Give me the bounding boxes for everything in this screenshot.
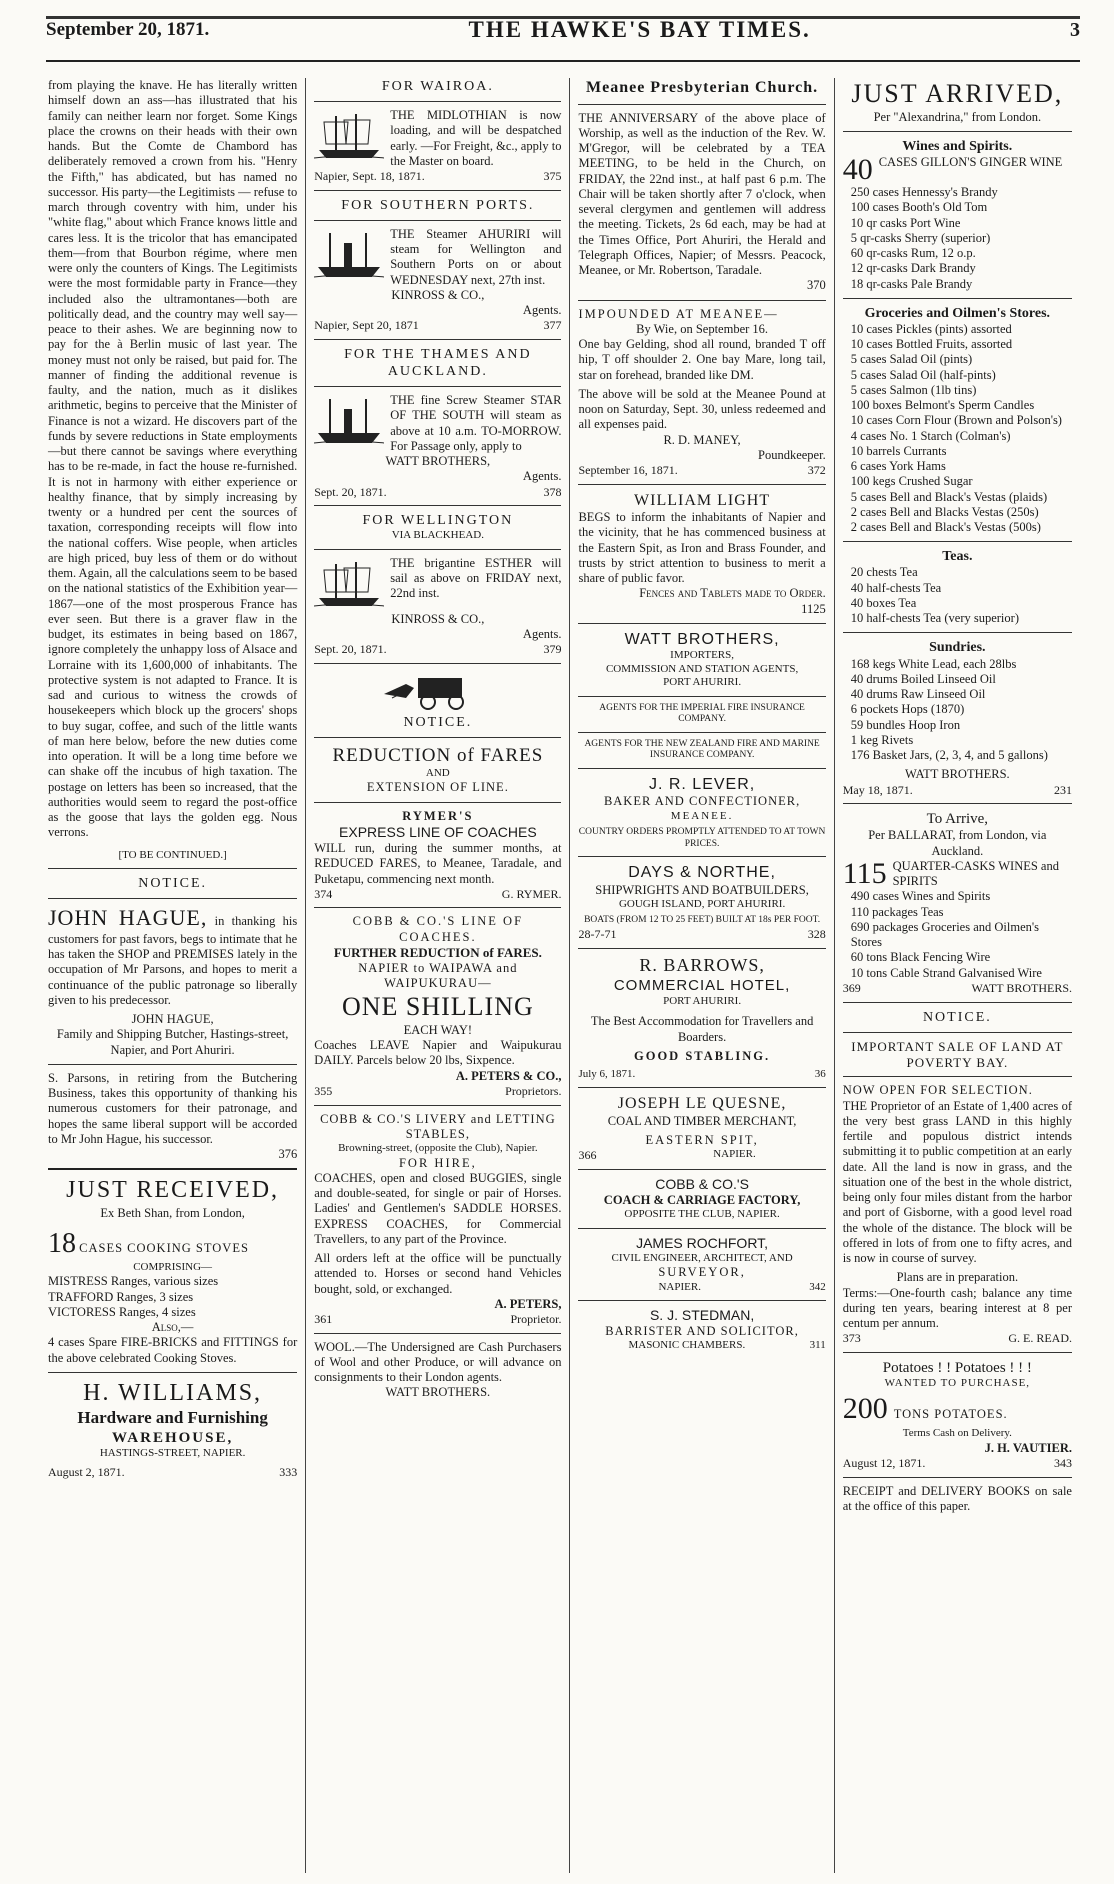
article-body: from playing the knave. He has literally written himself down an ass—has illustrated that his family can neither learn nor forget. Some Kings place the crowns on their heads with their own hands. But the Comte de Chambord has deliberately removed a crown from his. "Henry the Fifth," has abdicated, but has named no successor. His party—the Legitimists — refuse to march through coventry with him, under his "white flag," about which France knows little and cares less. It is the tricolor that has emancipated them—from that Bourbon régime, where men were only the counters of Kings. The Legitimists were the most formidable party in France—they included also the ultramontanes—both are politically dead, and the country may well say—peace to their ashes. We are beginning now to pay for the à Berlin music of last year. The money must not only be raised, but paid for. The manner of finding the additional revenue is faulty, and the nation, much as it dislikes arithmetic, begins to perceive that the Minister of Finance is not a wizard. He discovers part of the funds by severe reductions in State employments—but there cannot be savings where everything has to be re-made, in fact the house re-furnished. It is not in harmony with either experience or healthy finance, that by simply increasing by twenty or a hundred per cent the sources of taxation, corresponding receipts will flow into the national coffers. Wise people, when articles are high priced, buy less of them or do without them. Again, all the calculations seem to be based on the national statistics of the Exhibition year—1867—one of the most prosperous France has ever seen. But there is a graver flaw in the budget, its estimates in being based on 1867, ignore completely the unhappy loss of Alsace and Lorraine with its 1,600,000 of inhabitants. The protective system is not adapted to France. It is sad and curious to witness the crowds of housekeepers which block up the grocers' shops to buy sugar, coffee, and such of the little wants of man here below, before the new duties come into operation. It will be a long time before we can shake off the incubus of high taxation. The postage on letters has been so increased, that the authorities would seem to regard the post-office as the goose that lays the golden egg. Nous verrons. bbox=[48, 78, 298, 840]
cobb-factory-name: COACH & CARRIAGE FACTORY, bbox=[603, 1193, 801, 1208]
sundry-item: 176 Basket Jars, (2, 3, 4, and 5 gallons) bbox=[850, 748, 1048, 763]
barrows-heading: R. BARROWS, bbox=[639, 954, 765, 975]
light-fences: Fences and Tablets made to Order. bbox=[639, 586, 826, 601]
hague-address: Family and Shipping Butcher, Hastings-street, Napier, and Port Ahuriri. bbox=[56, 1027, 289, 1057]
barrows-number: 36 bbox=[814, 1068, 826, 1081]
wine-item: 250 cases Hennessy's Brandy bbox=[850, 185, 998, 200]
column-1 bbox=[40, 78, 305, 1873]
tea-item: 10 half-chests Tea (very superior) bbox=[850, 611, 1019, 626]
thames-number: 378 bbox=[543, 484, 562, 499]
column-4 bbox=[835, 78, 1080, 1873]
stedman-number: 311 bbox=[809, 1339, 826, 1352]
wairoa-number: 375 bbox=[543, 169, 562, 184]
sundry-item: 40 drums Raw Linseed Oil bbox=[850, 687, 986, 702]
thames-date: Sept. 20, 1871. bbox=[314, 484, 387, 499]
to-arrive-quantity: 115 bbox=[842, 856, 887, 890]
land-signature: G. E. READ. bbox=[1008, 1331, 1072, 1346]
wairoa-heading: FOR WAIROA. bbox=[381, 79, 494, 94]
livery-number: 361 bbox=[314, 1312, 333, 1327]
to-arrive-heading: To Arrive, bbox=[926, 811, 989, 828]
firebricks-line: 4 cases Spare FIRE-BRICKS and FITTINGS for the above celebrated Cooking Stoves. bbox=[48, 1335, 298, 1365]
arrived-signature: WATT BROTHERS. bbox=[905, 767, 1010, 782]
southern-agents-label: Agents. bbox=[522, 303, 562, 318]
to-arrive-item: 60 tons Black Fencing Wire bbox=[850, 950, 991, 965]
masthead bbox=[46, 0, 1080, 62]
livery-heading: COBB & CO.'S LIVERY and LETTING STABLES, bbox=[320, 1111, 556, 1141]
potatoes-terms: Terms Cash on Delivery. bbox=[902, 1427, 1012, 1440]
grocery-item: 5 cases Salmon (1lb tins) bbox=[850, 382, 977, 397]
wairoa-text: THE MIDLOTHIAN is now loading, and will be despatched early. —For Freight, &c., apply to the Master on board. bbox=[390, 108, 562, 168]
days-date: 28-7-71 bbox=[578, 927, 617, 942]
livery-address: Browning-street, (opposite the Club), Napier. bbox=[338, 1142, 538, 1155]
impounded-heading: IMPOUNDED AT MEANEE— bbox=[578, 306, 779, 321]
barrows-date: July 6, 1871. bbox=[578, 1068, 636, 1081]
to-arrive-text: QUARTER-CASKS WINES and SPIRITS bbox=[892, 858, 1059, 889]
livery-text: COACHES, open and closed BUGGIES, single and double-seated, for single or pair of Horses. Ladies' and Gentlemen's SADDLE HORSES. EXPRESS COACHES, for Commercial Travellers, to any part of the Province. bbox=[314, 1170, 562, 1246]
williams-address: HASTINGS-STREET, NAPIER. bbox=[99, 1447, 246, 1460]
range-line: MISTRESS Ranges, various sizes bbox=[48, 1274, 219, 1289]
southern-heading: FOR SOUTHERN PORTS. bbox=[341, 197, 535, 213]
to-arrive-per: Per BALLARAT, from London, via Auckland. bbox=[868, 828, 1047, 858]
column-3 bbox=[570, 78, 833, 1873]
williams-date: August 2, 1871. bbox=[48, 1464, 125, 1479]
sundry-item: 40 drums Boiled Linseed Oil bbox=[850, 671, 996, 686]
cobb-each-way: EACH WAY! bbox=[403, 1022, 473, 1037]
grocery-item: 10 cases Corn Flour (Brown and Polson's) bbox=[850, 413, 1062, 428]
days-address: GOUGH ISLAND, PORT AHURIRI. bbox=[618, 898, 786, 911]
potatoes-wanted: WANTED TO PURCHASE, bbox=[884, 1377, 1031, 1390]
watt-commission: COMMISSION AND STATION AGENTS, bbox=[605, 662, 799, 675]
impounded-signature: R. D. MANEY, bbox=[663, 432, 741, 447]
williams-number: 333 bbox=[279, 1464, 298, 1479]
grocery-item: 5 cases Bell and Black's Vestas (plaids) bbox=[850, 489, 1048, 504]
barrows-text: The Best Accommodation for Travellers and Boarders. bbox=[590, 1014, 814, 1044]
cobb-number: 355 bbox=[314, 1083, 333, 1098]
wine-item: 10 qr casks Port Wine bbox=[850, 215, 961, 230]
impounded-keeper: Poundkeeper. bbox=[758, 447, 826, 462]
cobb-text: Coaches LEAVE Napier and Waipukurau DAILY. Parcels below 20 lbs, Sixpence. bbox=[314, 1038, 562, 1068]
also-label: Also,— bbox=[151, 1320, 194, 1335]
williams-name: H. WILLIAMS, bbox=[83, 1379, 263, 1406]
notice-heading: NOTICE. bbox=[138, 875, 208, 891]
southern-agent: KINROSS & CO., bbox=[391, 287, 485, 302]
thames-agent: WATT BROTHERS, bbox=[385, 454, 491, 469]
to-arrive-item: 10 tons Cable Strand Galvanised Wire bbox=[850, 965, 1042, 980]
land-heading: IMPORTANT SALE OF LAND AT POVERTY BAY. bbox=[851, 1038, 1064, 1070]
wine-item: 12 qr-casks Dark Brandy bbox=[850, 261, 976, 276]
wellington-via: VIA BLACKHEAD. bbox=[391, 529, 484, 542]
masthead-title: THE HAWKE'S BAY TIMES. bbox=[468, 16, 811, 42]
just-received-sub: Ex Beth Shan, from London, bbox=[100, 1205, 245, 1220]
lever-heading: J. R. LEVER, bbox=[648, 775, 756, 793]
wellington-agents-label: Agents. bbox=[522, 626, 562, 641]
cobb-line-heading: COBB & CO.'S LINE OF COACHES. bbox=[352, 914, 524, 944]
thames-heading: FOR THE THAMES AND AUCKLAND. bbox=[344, 346, 532, 379]
land-text: THE Proprietor of an Estate of 1,400 acres of the very best grass LAND in this highly fertile and populous district intends submitting it to public competition at an early date. All the land is now in grass, and the situation one of the best in the whole district, being only four miles distant from the harbor and port of Gisborne, with a good level road the whole of the distance. The block will be offered in lots of from one to fifty acres, and is now in course of survey. bbox=[842, 1098, 1072, 1266]
sundry-item: 59 bundles Hoop Iron bbox=[850, 717, 961, 732]
rochfort-place: NAPIER. bbox=[658, 1280, 701, 1293]
rymer-number: 374 bbox=[314, 886, 333, 901]
wellington-text: THE brigantine ESTHER will sail as above on FRIDAY next, 22nd inst. bbox=[390, 555, 562, 601]
stedman-heading: S. J. STEDMAN, bbox=[649, 1306, 755, 1323]
tea-item: 40 boxes Tea bbox=[850, 595, 917, 610]
wine-item: 100 cases Booth's Old Tom bbox=[850, 200, 988, 215]
continued-note: [TO BE CONTINUED.] bbox=[118, 848, 227, 861]
notice-heading: NOTICE. bbox=[922, 1009, 992, 1025]
barrows-port: PORT AHURIRI. bbox=[663, 994, 742, 1007]
hague-name: JOHN HAGUE, bbox=[48, 904, 208, 930]
southern-text: THE Steamer AHURIRI will steam for Wellington and Southern Ports on or about WEDNESDAY next, 27th inst. bbox=[390, 226, 562, 287]
rochfort-surveyor: SURVEYOR, bbox=[658, 1265, 746, 1280]
meanee-heading: Meanee Presbyterian Church. bbox=[586, 79, 819, 96]
to-arrive-signature: WATT BROTHERS. bbox=[971, 980, 1072, 995]
days-boats: BOATS (FROM 12 TO 25 FEET) BUILT AT 18s PER FOOT. bbox=[584, 915, 821, 926]
cobb-factory-heading: COBB & CO.'S bbox=[655, 1176, 749, 1193]
stedman-trade: BARRISTER AND SOLICITOR, bbox=[605, 1324, 799, 1339]
columns bbox=[40, 78, 1080, 1873]
barrows-stabling: GOOD STABLING. bbox=[634, 1048, 771, 1063]
teas-heading: Teas. bbox=[942, 549, 973, 565]
ginger-quantity: 40 bbox=[842, 153, 873, 187]
top-rule bbox=[46, 16, 1080, 19]
grocery-item: 100 kegs Crushed Sugar bbox=[850, 474, 973, 489]
lever-orders: COUNTRY ORDERS PROMPTLY ATTENDED TO AT TOWN PRICES. bbox=[578, 827, 826, 849]
cobb-factory-opposite: OPPOSITE THE CLUB, NAPIER. bbox=[624, 1208, 780, 1221]
wellington-date: Sept. 20, 1871. bbox=[314, 642, 387, 657]
wellington-heading: FOR WELLINGTON bbox=[362, 513, 514, 529]
ship-icon bbox=[314, 558, 384, 610]
southern-number: 377 bbox=[543, 318, 562, 333]
steamer-icon bbox=[314, 229, 384, 281]
extension-heading: EXTENSION OF LINE. bbox=[366, 780, 509, 795]
southern-date: Napier, Sept 20, 1871 bbox=[314, 318, 419, 333]
land-number: 373 bbox=[842, 1331, 861, 1346]
potatoes-quantity: 200 bbox=[842, 1391, 888, 1425]
grocery-item: 5 cases Salad Oil (half-pints) bbox=[850, 367, 996, 382]
to-arrive-item: 490 cases Wines and Spirits bbox=[850, 889, 991, 904]
ship-icon bbox=[314, 110, 384, 162]
to-arrive-number: 369 bbox=[842, 980, 861, 995]
wairoa-date: Napier, Sept. 18, 1871. bbox=[314, 169, 425, 184]
land-terms: Terms:—One-fourth cash; balance any time during ten years, bearing interest at 8 per centum per annum. bbox=[842, 1285, 1072, 1331]
potatoes-text: TONS POTATOES. bbox=[893, 1406, 1008, 1421]
impounded-number: 372 bbox=[807, 463, 826, 478]
land-open: NOW OPEN FOR SELECTION. bbox=[842, 1083, 1033, 1098]
comprising-label: COMPRISING— bbox=[133, 1260, 213, 1273]
rochfort-heading: JAMES ROCHFORT, bbox=[636, 1234, 769, 1251]
impounded-date: September 16, 1871. bbox=[578, 463, 678, 478]
sundry-item: 1 keg Rivets bbox=[850, 732, 914, 747]
grocery-item: 10 cases Bottled Fruits, assorted bbox=[850, 337, 1013, 352]
tea-item: 40 half-chests Tea bbox=[850, 580, 942, 595]
impounded-sale: The above will be sold at the Meanee Pound at noon on Saturday, Sept. 30, unless redeemed and all expenses paid. bbox=[578, 386, 826, 432]
days-number: 328 bbox=[807, 927, 826, 942]
impounded-text: One bay Gelding, shod all round, branded T off hip, T off shoulder 2. One bay Mare, long tail, star on forehead, branded like DM. bbox=[578, 337, 826, 382]
barrows-hotel: COMMERCIAL HOTEL, bbox=[613, 976, 791, 994]
days-trade: SHIPWRIGHTS AND BOATBUILDERS, bbox=[595, 882, 809, 897]
lever-trade: BAKER AND CONFECTIONER, bbox=[603, 794, 801, 809]
arrived-number: 231 bbox=[1054, 782, 1072, 797]
wine-item: 60 qr-casks Rum, 12 o.p. bbox=[850, 246, 976, 261]
tea-item: 20 chests Tea bbox=[850, 565, 918, 580]
masthead-date: September 20, 1871. bbox=[46, 19, 210, 41]
williams-warehouse: WAREHOUSE, bbox=[111, 1429, 234, 1446]
light-number: 1125 bbox=[801, 601, 826, 616]
potatoes-number: 343 bbox=[1054, 1455, 1072, 1470]
cobb-fare: ONE SHILLING bbox=[341, 992, 534, 1022]
quesne-spit: EASTERN SPIT, bbox=[645, 1133, 759, 1148]
cobb-signature: A. PETERS & CO., bbox=[455, 1068, 562, 1083]
sundries-heading: Sundries. bbox=[929, 640, 986, 656]
parsons-notice: S. Parsons, in retiring from the Butchering Business, takes this opportunity of thanking his numerous customers for their patronage, and hopes the same liberal support will be accorded to Mr John Hague, his successor. bbox=[48, 1070, 298, 1146]
coach-icon bbox=[378, 670, 498, 710]
wine-item: 5 qr-casks Sherry (superior) bbox=[850, 230, 991, 245]
rymer-signature: G. RYMER. bbox=[501, 886, 562, 901]
hague-signature: JOHN HAGUE, bbox=[131, 1012, 214, 1027]
rochfort-trade: CIVIL ENGINEER, ARCHITECT, AND bbox=[611, 1251, 793, 1264]
thames-text: THE fine Screw Steamer STAR OF THE SOUTH will steam as above at 10 a.m. TO-MORROW. For Passage only, apply to bbox=[390, 393, 562, 453]
range-line: TRAFFORD Ranges, 3 sizes bbox=[48, 1289, 194, 1304]
grocery-item: 2 cases Bell and Black's Vestas (500s) bbox=[850, 520, 1041, 535]
livery-orders: All orders left at the office will be punctually attended to. Horses or second hand Vehicles bought, sold, or exchanged. bbox=[314, 1251, 562, 1296]
column-2 bbox=[306, 78, 569, 1873]
stoves-item: CASES COOKING STOVES bbox=[79, 1240, 249, 1255]
watt-port: PORT AHURIRI. bbox=[663, 676, 742, 689]
potatoes-heading: Potatoes ! ! Potatoes ! ! ! bbox=[882, 1360, 1032, 1376]
quesne-place: NAPIER. bbox=[713, 1148, 756, 1161]
grocery-item: 2 cases Bell and Blacks Vestas (250s) bbox=[850, 504, 1039, 519]
williams-trade: Hardware and Furnishing bbox=[77, 1408, 268, 1428]
rymer-text: WILL run, during the summer months, at REDUCED FARES, to Meanee, Taradale, and Puketapu, commencing next month. bbox=[314, 841, 562, 886]
wellington-agent: KINROSS & CO., bbox=[391, 611, 485, 626]
rochfort-number: 342 bbox=[809, 1280, 826, 1293]
reduction-heading: REDUCTION of FARES bbox=[332, 744, 544, 766]
watt-importers: IMPORTERS, bbox=[670, 649, 734, 662]
cobb-further: FURTHER REDUCTION of FARES. bbox=[333, 944, 542, 960]
meanee-number: 370 bbox=[806, 278, 826, 293]
wellington-number: 379 bbox=[543, 642, 562, 657]
grocery-item: 4 cases No. 1 Starch (Colman's) bbox=[850, 428, 1011, 443]
arrived-heading: JUST ARRIVED, bbox=[851, 79, 1064, 108]
grocery-item: 10 cases Pickles (pints) assorted bbox=[850, 321, 1012, 336]
quesne-trade: COAL AND TIMBER MERCHANT, bbox=[607, 1113, 797, 1128]
wool-text: WOOL.—The Undersigned are Cash Purchasers of Wool and other Produce, or will advance on consignments to their London agents. bbox=[314, 1339, 562, 1385]
receipt-books-text: RECEIPT and DELIVERY BOOKS on sale at the office of this paper. bbox=[842, 1483, 1072, 1513]
potatoes-signature: J. H. VAUTIER. bbox=[984, 1440, 1072, 1455]
quesne-number: 366 bbox=[578, 1148, 597, 1163]
cobb-route: NAPIER to WAIPAWA and WAIPUKURAU— bbox=[358, 960, 518, 991]
light-heading: WILLIAM LIGHT bbox=[634, 491, 771, 509]
groceries-heading: Groceries and Oilmen's Stores. bbox=[864, 305, 1051, 321]
lever-place: MEANEE. bbox=[670, 809, 734, 822]
reduction-and: AND bbox=[425, 767, 450, 780]
stedman-place: MASONIC CHAMBERS. bbox=[628, 1339, 746, 1352]
watt-heading: WATT BROTHERS, bbox=[624, 630, 780, 648]
parsons-number: 376 bbox=[278, 1147, 298, 1162]
grocery-item: 5 cases Salad Oil (pints) bbox=[850, 352, 973, 367]
quesne-heading: JOSEPH LE QUESNE, bbox=[617, 1095, 787, 1113]
stoves-quantity: 18 bbox=[48, 1227, 76, 1259]
livery-for-hire: FOR HIRE, bbox=[398, 1155, 477, 1170]
cobb-proprietors: Proprietors. bbox=[505, 1083, 562, 1098]
rymer-name: RYMER'S bbox=[402, 808, 474, 823]
potatoes-date: August 12, 1871. bbox=[842, 1455, 926, 1470]
days-heading: DAYS & NORTHE, bbox=[628, 864, 776, 882]
to-arrive-item: 690 packages Groceries and Oilmen's Stores bbox=[850, 919, 1040, 950]
livery-proprietor: Proprietor. bbox=[510, 1312, 562, 1327]
light-text: BEGS to inform the inhabitants of Napier and the vicinity, that he has commenced business at the Eastern Spit, as Iron and Brass Founder, and trusts by strict attention to business to merit a share of public favor. bbox=[578, 510, 826, 586]
livery-signature: A. PETERS, bbox=[494, 1296, 562, 1311]
hague-text: in thanking his customers for past favors, begs to intimate that he has taken the SHOP and PREMISES lately in the occupation of Mr Parsons, and hopes to merit a continuance of the public patronage so liberally given to his predecessor. bbox=[48, 913, 298, 1007]
grocery-item: 10 barrels Currants bbox=[850, 443, 947, 458]
wines-heading: Wines and Spirits. bbox=[902, 138, 1013, 154]
to-arrive-item: 110 packages Teas bbox=[850, 904, 944, 919]
hague-notice bbox=[48, 905, 297, 1008]
wine-item: 18 qr-casks Pale Brandy bbox=[850, 276, 973, 291]
wool-signature: WATT BROTHERS. bbox=[385, 1385, 491, 1400]
range-line: VICTORESS Ranges, 4 sizes bbox=[48, 1304, 196, 1319]
rymer-express: EXPRESS LINE OF COACHES bbox=[339, 823, 537, 840]
arrived-date: May 18, 1871. bbox=[842, 782, 913, 797]
sundry-item: 168 kegs White Lead, each 28lbs bbox=[850, 656, 1017, 671]
land-plans: Plans are in preparation. bbox=[896, 1270, 1019, 1285]
watt-agents-imperial: AGENTS FOR THE IMPERIAL FIRE INSURANCE COMPANY. bbox=[599, 702, 805, 725]
ginger-text: CASES GILLON'S GINGER WINE bbox=[878, 155, 1063, 170]
page-number: 3 bbox=[1070, 18, 1080, 41]
watt-agents-nz: AGENTS FOR THE NEW ZEALAND FIRE AND MARINE INSURANCE COMPANY. bbox=[584, 738, 820, 761]
steamer-icon bbox=[314, 395, 384, 447]
impounded-by: By Wie, on September 16. bbox=[636, 321, 769, 336]
arrived-per: Per "Alexandrina," from London. bbox=[873, 109, 1042, 124]
meanee-text: THE ANNIVERSARY of the above place of Worship, as well as the induction of the Rev. W. M'Gregor, will be celebrated by a TEA MEETING, to be held in the Church, on FRIDAY, the 22nd inst., at half past 6 p.m. The Chair will be taken shortly after 7 o'clock, when several clergymen and gentlemen will address the meeting. Tickets, 2s 6d each, may be had at the Times Office, Port Ahuriri, the Herald and Telegraph Offices, Napier; of Messrs. Peacock, Meanee, or Mr. Robertson, Taradale. bbox=[578, 110, 826, 278]
sundry-item: 6 pockets Hops (1870) bbox=[850, 702, 965, 717]
grocery-item: 6 cases York Hams bbox=[850, 459, 946, 474]
thames-agents-label: Agents. bbox=[522, 469, 562, 484]
just-received-heading: JUST RECEIVED, bbox=[66, 1177, 280, 1204]
grocery-item: 100 boxes Belmont's Sperm Candles bbox=[850, 398, 1035, 413]
notice-heading: NOTICE. bbox=[403, 714, 473, 730]
